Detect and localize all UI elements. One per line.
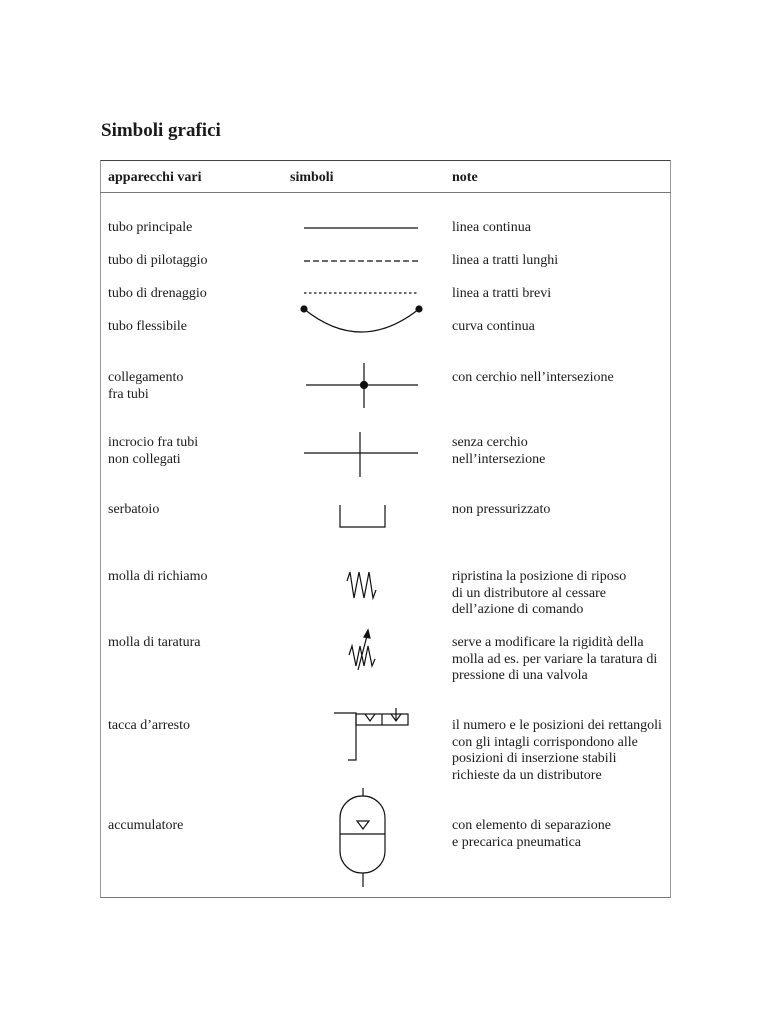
device-text: tacca d’arresto [108,718,190,733]
device-text: non collegati [108,451,181,467]
device-text: fra tubi [108,386,149,402]
note-text: il numero e le posizioni dei rettangoli [452,718,662,733]
header-notes: note [452,170,478,185]
pipe-crossing-icon [304,432,418,477]
device-text: molla di richiamo [108,569,208,584]
detent-icon [334,708,408,760]
tank-icon [340,505,385,527]
note-text: curva continua [452,319,535,334]
page-title: Simboli grafici [101,120,221,141]
device-text: serbatoio [108,502,160,517]
adjustable-spring-icon [349,630,375,670]
accumulator-icon [340,788,385,887]
note-text: richieste da un distributore [452,767,602,783]
note-text: con cerchio nell’intersezione [452,370,614,385]
device-text: molla di taratura [108,635,201,650]
note-text: ripristina la posizione di riposo [452,569,627,584]
device-text: collegamento [108,370,184,385]
note-text: di un distributore al cessare [452,585,606,601]
note-text: nell’intersezione [452,451,546,467]
pipe-junction-icon [306,363,418,408]
header-symbols: simboli [290,170,334,185]
note-text: serve a modificare la rigidità della [452,635,644,650]
note-text: e precarica pneumatica [452,834,582,850]
device-text: tubo flessibile [108,319,187,334]
note-text: linea a tratti brevi [452,286,552,301]
note-text: senza cerchio [452,435,528,450]
device-text: accumulatore [108,818,184,833]
device-text: tubo principale [108,220,193,235]
header-devices: apparecchi vari [108,170,202,185]
curved-line-icon [301,306,422,332]
note-text: linea continua [452,220,531,235]
device-text: tubo di pilotaggio [108,253,208,268]
note-text: linea a tratti lunghi [452,253,559,268]
note-text: posizioni di inserzione stabili [452,751,617,766]
note-text: molla ad es. per variare la taratura di [452,651,658,667]
device-text: tubo di drenaggio [108,286,207,301]
note-text: non pressurizzato [452,502,551,517]
return-spring-icon [347,572,376,598]
note-text: con gli intagli corrispondono alle [452,734,638,750]
note-text: pressione di una valvola [452,668,588,683]
note-text: dell’azione di comando [452,602,584,617]
device-text: incrocio fra tubi [108,435,199,450]
note-text: con elemento di separazione [452,818,611,833]
